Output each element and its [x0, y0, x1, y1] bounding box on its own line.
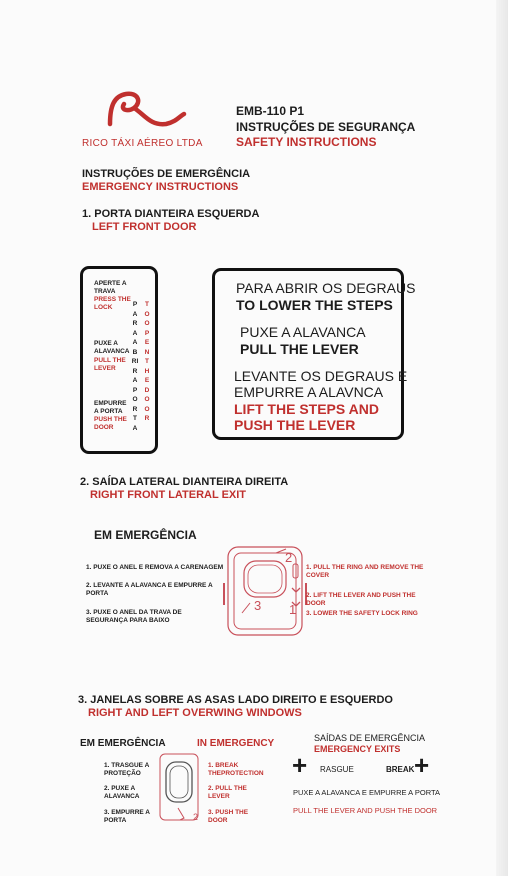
left-step1-en: PRESS THE LOCK [94, 296, 131, 311]
left-step1-pt: APERTE A TRAVA [94, 280, 127, 295]
emergency-title-en: EMERGENCY INSTRUCTIONS [82, 181, 239, 193]
emergency-title-pt: INSTRUÇÕES DE EMERGÊNCIA [82, 168, 251, 180]
plus-icon-right: + [414, 750, 430, 780]
steps-line3-pt-a: LEVANTE OS DEGRAUS E [234, 368, 408, 384]
s3-step1-en: 1. BREAK THEPROTECTION [208, 762, 264, 777]
s2-step1-en: 1. PULL THE RING AND REMOVE THE COVER [306, 564, 424, 579]
s3-step1-pt: 1. TRASGUE A PROTEÇÃO [104, 762, 150, 777]
title-pt: INSTRUÇÕES DE SEGURANÇA [236, 120, 416, 134]
s2-step3-pt: 3. PUXE O ANEL DA TRAVA DE SEGURANÇA PARA BAIXO [86, 609, 182, 624]
s2-marker-2: 2 [285, 550, 293, 565]
steps-line1-pt: PARA ABRIR OS DEGRAUS [236, 280, 416, 296]
s2-step1-pt: 1. PUXE O ANEL E REMOVA A CARENAGEM [86, 564, 224, 571]
page-edge-shadow [496, 0, 508, 876]
s3-rasgue: RASGUE [320, 765, 354, 774]
s3-marker-2: 2 [193, 812, 199, 822]
left-step3-pt: EMPURRE A PORTA [94, 400, 127, 415]
title-en: SAFETY INSTRUCTIONS [236, 135, 377, 149]
s3-step2-en: 2. PULL THE LEVER [208, 785, 247, 800]
company-logo [80, 84, 190, 132]
left-vertical-en: TO OPEN THE DOOR [144, 301, 150, 422]
left-step3-en: PUSH THE DOOR [94, 416, 127, 431]
section3-title-pt: 3. JANELAS SOBRE AS ASAS LADO DIREITO E ESQUERDO [78, 694, 393, 706]
left-step2-en: PULL THE LEVER [94, 357, 126, 372]
steps-line3-pt-b: EMPURRE A ALAVNCA [234, 384, 384, 400]
model-number: EMB-110 P1 [236, 104, 305, 118]
section2-title-pt: 2. SAÍDA LATERAL DIANTEIRA DIREITA [80, 476, 289, 488]
section2-title-en: RIGHT FRONT LATERAL EXIT [90, 489, 247, 501]
steps-line2-pt: PUXE A ALAVANCA [240, 324, 366, 340]
section3-title-en: RIGHT AND LEFT OVERWING WINDOWS [88, 707, 302, 719]
s3-em-pt: EM EMERGÊNCIA [80, 738, 166, 749]
left-step2-pt: PUXE A ALAVANCA [94, 340, 130, 355]
steps-line2-en: PULL THE LEVER [240, 341, 359, 357]
s2-step2-pt: 2. LEVANTE A ALAVANCA E EMPURRE A PORTA [86, 582, 213, 597]
s3-exits-pt: SAÍDAS DE EMERGÊNCIA [314, 733, 426, 743]
s2-marker-3: 3 [254, 598, 262, 613]
s3-instr-pt: PUXE A ALAVANCA E EMPURRE A PORTA [293, 788, 441, 797]
steps-line1-en: TO LOWER THE STEPS [236, 297, 393, 313]
plus-icon-left: + [292, 750, 308, 780]
section1-title-en: LEFT FRONT DOOR [92, 221, 197, 233]
s3-break: BREAK [386, 765, 415, 774]
steps-line3-en-b: PUSH THE LEVER [234, 417, 356, 433]
steps-line3-en-a: LIFT THE STEPS AND [234, 401, 379, 417]
company-name: RICO TÁXI AÉREO LTDA [82, 138, 203, 149]
s2-step3-en: 3. LOWER THE SAFETY LOCK RING [306, 610, 418, 617]
section1-title-pt: 1. PORTA DIANTEIRA ESQUERDA [82, 208, 260, 220]
s3-step3-pt: 3. EMPURRE A PORTA [104, 809, 150, 824]
left-vertical-pt: PARA ABRIR A PORTA [131, 301, 139, 432]
s3-em-en: IN EMERGENCY [197, 738, 275, 749]
s3-instr-en: PULL THE LEVER AND PUSH THE DOOR [293, 806, 438, 815]
s2-step2-en: 2. LIFT THE LEVER AND PUSH THE DOOR [306, 592, 416, 607]
s3-step2-pt: 2. PUXE A ALAVANCA [104, 785, 140, 800]
s3-step3-en: 3. PUSH THE DOOR [208, 809, 249, 824]
s2-step-icons [290, 562, 302, 612]
section2-subtitle: EM EMERGÊNCIA [94, 528, 197, 542]
s2-marker-1: 1 [289, 602, 297, 617]
s3-exits-en: EMERGENCY EXITS [314, 744, 401, 754]
